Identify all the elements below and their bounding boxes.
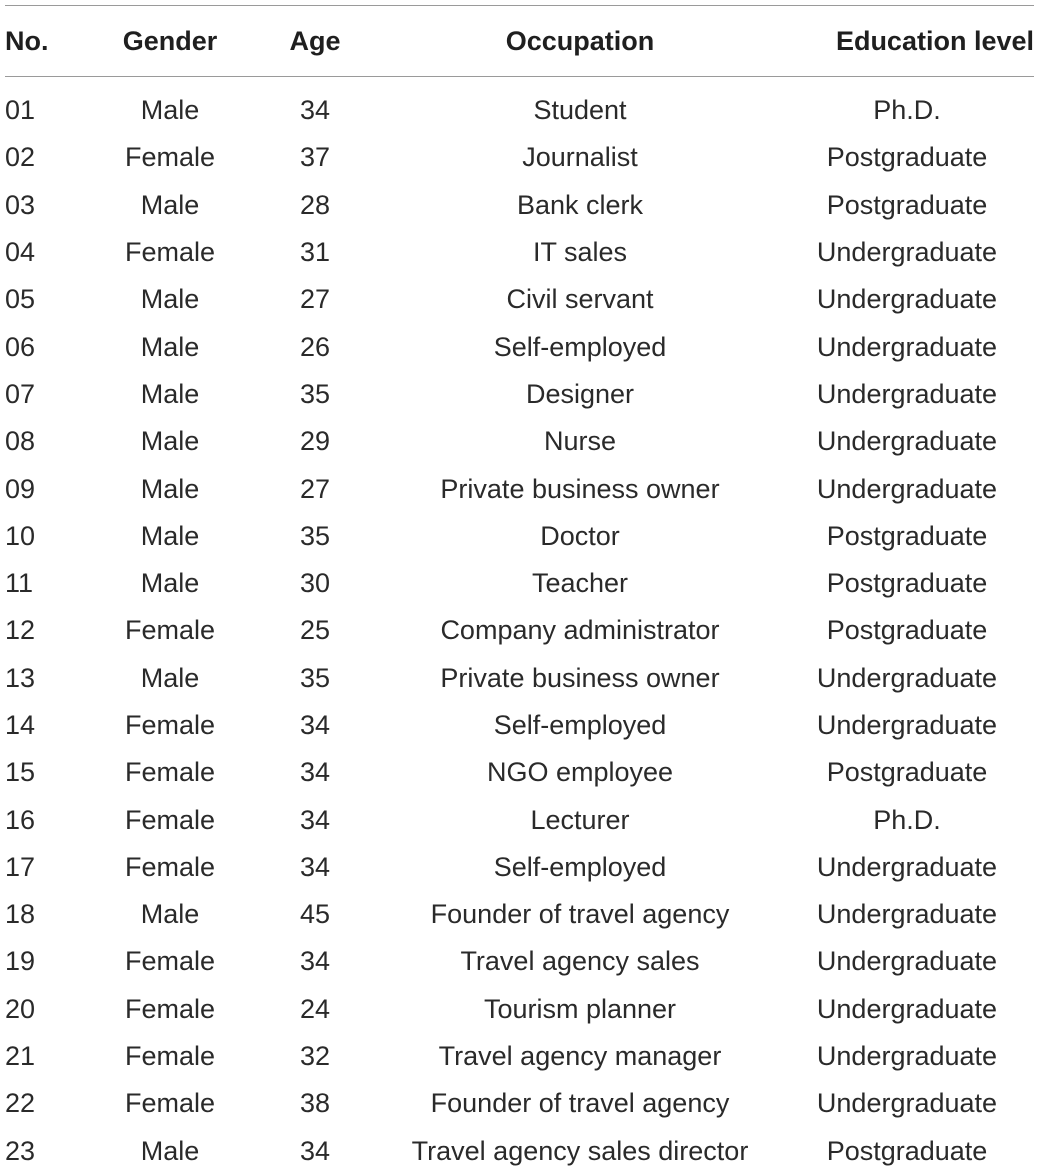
cell-gender: Female: [124, 615, 216, 646]
cell-education-level: Postgraduate: [826, 520, 988, 551]
cell-gender: Male: [140, 473, 200, 504]
cell-occupation: Tourism planner: [483, 993, 677, 1024]
table-row: [5, 655, 1034, 702]
cell-no: 22: [5, 1088, 36, 1119]
cell-no: 06: [5, 331, 36, 362]
cell-age: 35: [299, 520, 331, 551]
table-row: [5, 465, 1034, 512]
cell-occupation: Journalist: [522, 142, 638, 173]
cell-no: 23: [5, 1135, 36, 1166]
cell-occupation: Founder of travel agency: [430, 1088, 730, 1119]
cell-gender: Male: [140, 426, 200, 457]
table-row: [5, 77, 1034, 135]
table-row: [5, 749, 1034, 796]
cell-age: 24: [299, 993, 331, 1024]
cell-occupation: Lecturer: [530, 804, 630, 835]
cell-no: 21: [5, 1041, 36, 1072]
table-body: [5, 77, 1034, 1175]
table-row: [5, 796, 1034, 843]
cell-occupation: Company administrator: [440, 615, 720, 646]
table-row: [5, 844, 1034, 891]
cell-age: 34: [299, 946, 331, 977]
cell-no: 04: [5, 237, 36, 268]
cell-occupation: Self-employed: [493, 331, 667, 362]
cell-age: 27: [299, 473, 331, 504]
cell-occupation: Nurse: [543, 426, 617, 457]
cell-no: 13: [5, 662, 36, 693]
cell-gender: Female: [124, 757, 216, 788]
table-row: [5, 607, 1034, 654]
cell-education-level: Postgraduate: [826, 142, 988, 173]
cell-no: 05: [5, 284, 36, 315]
cell-age: 34: [299, 851, 331, 882]
cell-occupation: Travel agency manager: [438, 1041, 722, 1072]
cell-gender: Female: [124, 142, 216, 173]
cell-education-level: Undergraduate: [816, 473, 998, 504]
table-row: [5, 986, 1034, 1033]
cell-gender: Female: [124, 993, 216, 1024]
cell-education-level: Undergraduate: [816, 899, 998, 930]
cell-age: 31: [299, 237, 331, 268]
table-row: [5, 560, 1034, 607]
cell-age: 26: [299, 331, 331, 362]
cell-education-level: Undergraduate: [816, 662, 998, 693]
cell-age: 38: [299, 1088, 331, 1119]
cell-no: 11: [5, 568, 34, 599]
cell-occupation: Travel agency sales: [460, 946, 700, 977]
cell-education-level: Postgraduate: [826, 568, 988, 599]
cell-occupation: Student: [533, 95, 627, 126]
cell-no: 15: [5, 757, 36, 788]
cell-occupation: Teacher: [531, 568, 629, 599]
cell-gender: Male: [140, 1135, 200, 1166]
cell-age: 25: [299, 615, 331, 646]
header-education-level: Education level: [835, 25, 1034, 56]
cell-education-level: Postgraduate: [826, 615, 988, 646]
cell-occupation: NGO employee: [486, 757, 674, 788]
header-occupation: Occupation: [505, 25, 655, 56]
cell-gender: Male: [140, 520, 200, 551]
cell-no: 10: [5, 520, 36, 551]
header-age: Age: [289, 25, 341, 56]
cell-gender: Male: [140, 331, 200, 362]
cell-education-level: Undergraduate: [816, 237, 998, 268]
cell-education-level: Undergraduate: [816, 851, 998, 882]
table-row: [5, 323, 1034, 370]
header-row: [5, 6, 1034, 77]
cell-no: 07: [5, 378, 36, 409]
cell-occupation: Self-employed: [493, 851, 667, 882]
table-row: [5, 182, 1034, 229]
cell-gender: Female: [124, 851, 216, 882]
cell-age: 34: [299, 1135, 331, 1166]
table-row: [5, 1128, 1034, 1175]
cell-gender: Female: [124, 1088, 216, 1119]
cell-no: 18: [5, 899, 36, 930]
cell-occupation: Self-employed: [493, 710, 667, 740]
cell-education-level: Undergraduate: [816, 426, 998, 457]
cell-education-level: Undergraduate: [816, 1088, 998, 1119]
participants-table: [5, 5, 1034, 1175]
cell-age: 34: [299, 804, 331, 835]
cell-occupation: Travel agency sales director: [411, 1135, 749, 1166]
cell-occupation: Bank clerk: [516, 189, 644, 220]
cell-occupation: Designer: [525, 378, 635, 409]
cell-gender: Male: [140, 284, 200, 315]
cell-education-level: Postgraduate: [826, 1135, 988, 1166]
cell-no: 03: [5, 189, 36, 220]
table-row: [5, 276, 1034, 323]
participants-table-container: [5, 5, 1034, 1175]
cell-gender: Male: [140, 95, 200, 126]
cell-no: 17: [5, 851, 36, 882]
cell-education-level: Undergraduate: [816, 284, 998, 315]
table-row: [5, 1080, 1034, 1127]
cell-gender: Female: [124, 710, 216, 740]
table-row: [5, 702, 1034, 749]
cell-occupation: IT sales: [532, 237, 628, 268]
cell-age: 29: [299, 426, 331, 457]
cell-age: 35: [299, 662, 331, 693]
cell-education-level: Undergraduate: [816, 1041, 998, 1072]
cell-gender: Male: [140, 662, 200, 693]
cell-occupation: Civil servant: [506, 284, 654, 315]
cell-education-level: Undergraduate: [816, 946, 998, 977]
cell-gender: Male: [140, 899, 200, 930]
cell-gender: Female: [124, 237, 216, 268]
table-row: [5, 891, 1034, 938]
cell-age: 45: [299, 899, 331, 930]
cell-gender: Male: [140, 189, 200, 220]
table-row: [5, 371, 1034, 418]
table-row: [5, 938, 1034, 985]
cell-gender: Female: [124, 946, 216, 977]
table-row: [5, 134, 1034, 181]
cell-age: 27: [299, 284, 331, 315]
cell-age: 34: [299, 95, 331, 126]
cell-occupation: Founder of travel agency: [430, 899, 730, 930]
cell-age: 34: [299, 757, 331, 788]
cell-age: 32: [299, 1041, 331, 1072]
cell-no: 20: [5, 993, 36, 1024]
cell-gender: Male: [140, 568, 200, 599]
table-row: [5, 229, 1034, 276]
cell-no: 08: [5, 426, 36, 457]
table-row: [5, 513, 1034, 560]
cell-education-level: Undergraduate: [816, 378, 998, 409]
cell-age: 30: [299, 568, 331, 599]
cell-no: 02: [5, 142, 36, 173]
cell-age: 34: [299, 710, 331, 740]
cell-no: 09: [5, 473, 36, 504]
cell-education-level: Ph.D.: [873, 95, 941, 126]
cell-education-level: Undergraduate: [816, 710, 998, 740]
cell-occupation: Doctor: [540, 520, 620, 551]
cell-education-level: Ph.D.: [873, 804, 941, 835]
cell-age: 37: [299, 142, 331, 173]
cell-occupation: Private business owner: [440, 662, 720, 693]
cell-education-level: Postgraduate: [826, 757, 988, 788]
cell-gender: Female: [124, 804, 216, 835]
cell-no: 14: [5, 710, 36, 740]
cell-occupation: Private business owner: [440, 473, 720, 504]
cell-age: 35: [299, 378, 331, 409]
cell-no: 19: [5, 946, 36, 977]
cell-education-level: Postgraduate: [826, 189, 988, 220]
cell-no: 01: [5, 95, 36, 126]
table-row: [5, 418, 1034, 465]
cell-no: 12: [5, 615, 36, 646]
table-row: [5, 1033, 1034, 1080]
cell-age: 28: [299, 189, 331, 220]
cell-education-level: Undergraduate: [816, 993, 998, 1024]
header-gender: Gender: [122, 25, 218, 56]
cell-gender: Male: [140, 378, 200, 409]
table-header: [5, 6, 1034, 77]
cell-education-level: Undergraduate: [816, 331, 998, 362]
cell-gender: Female: [124, 1041, 216, 1072]
cell-no: 16: [5, 804, 36, 835]
header-no: No.: [5, 25, 49, 56]
